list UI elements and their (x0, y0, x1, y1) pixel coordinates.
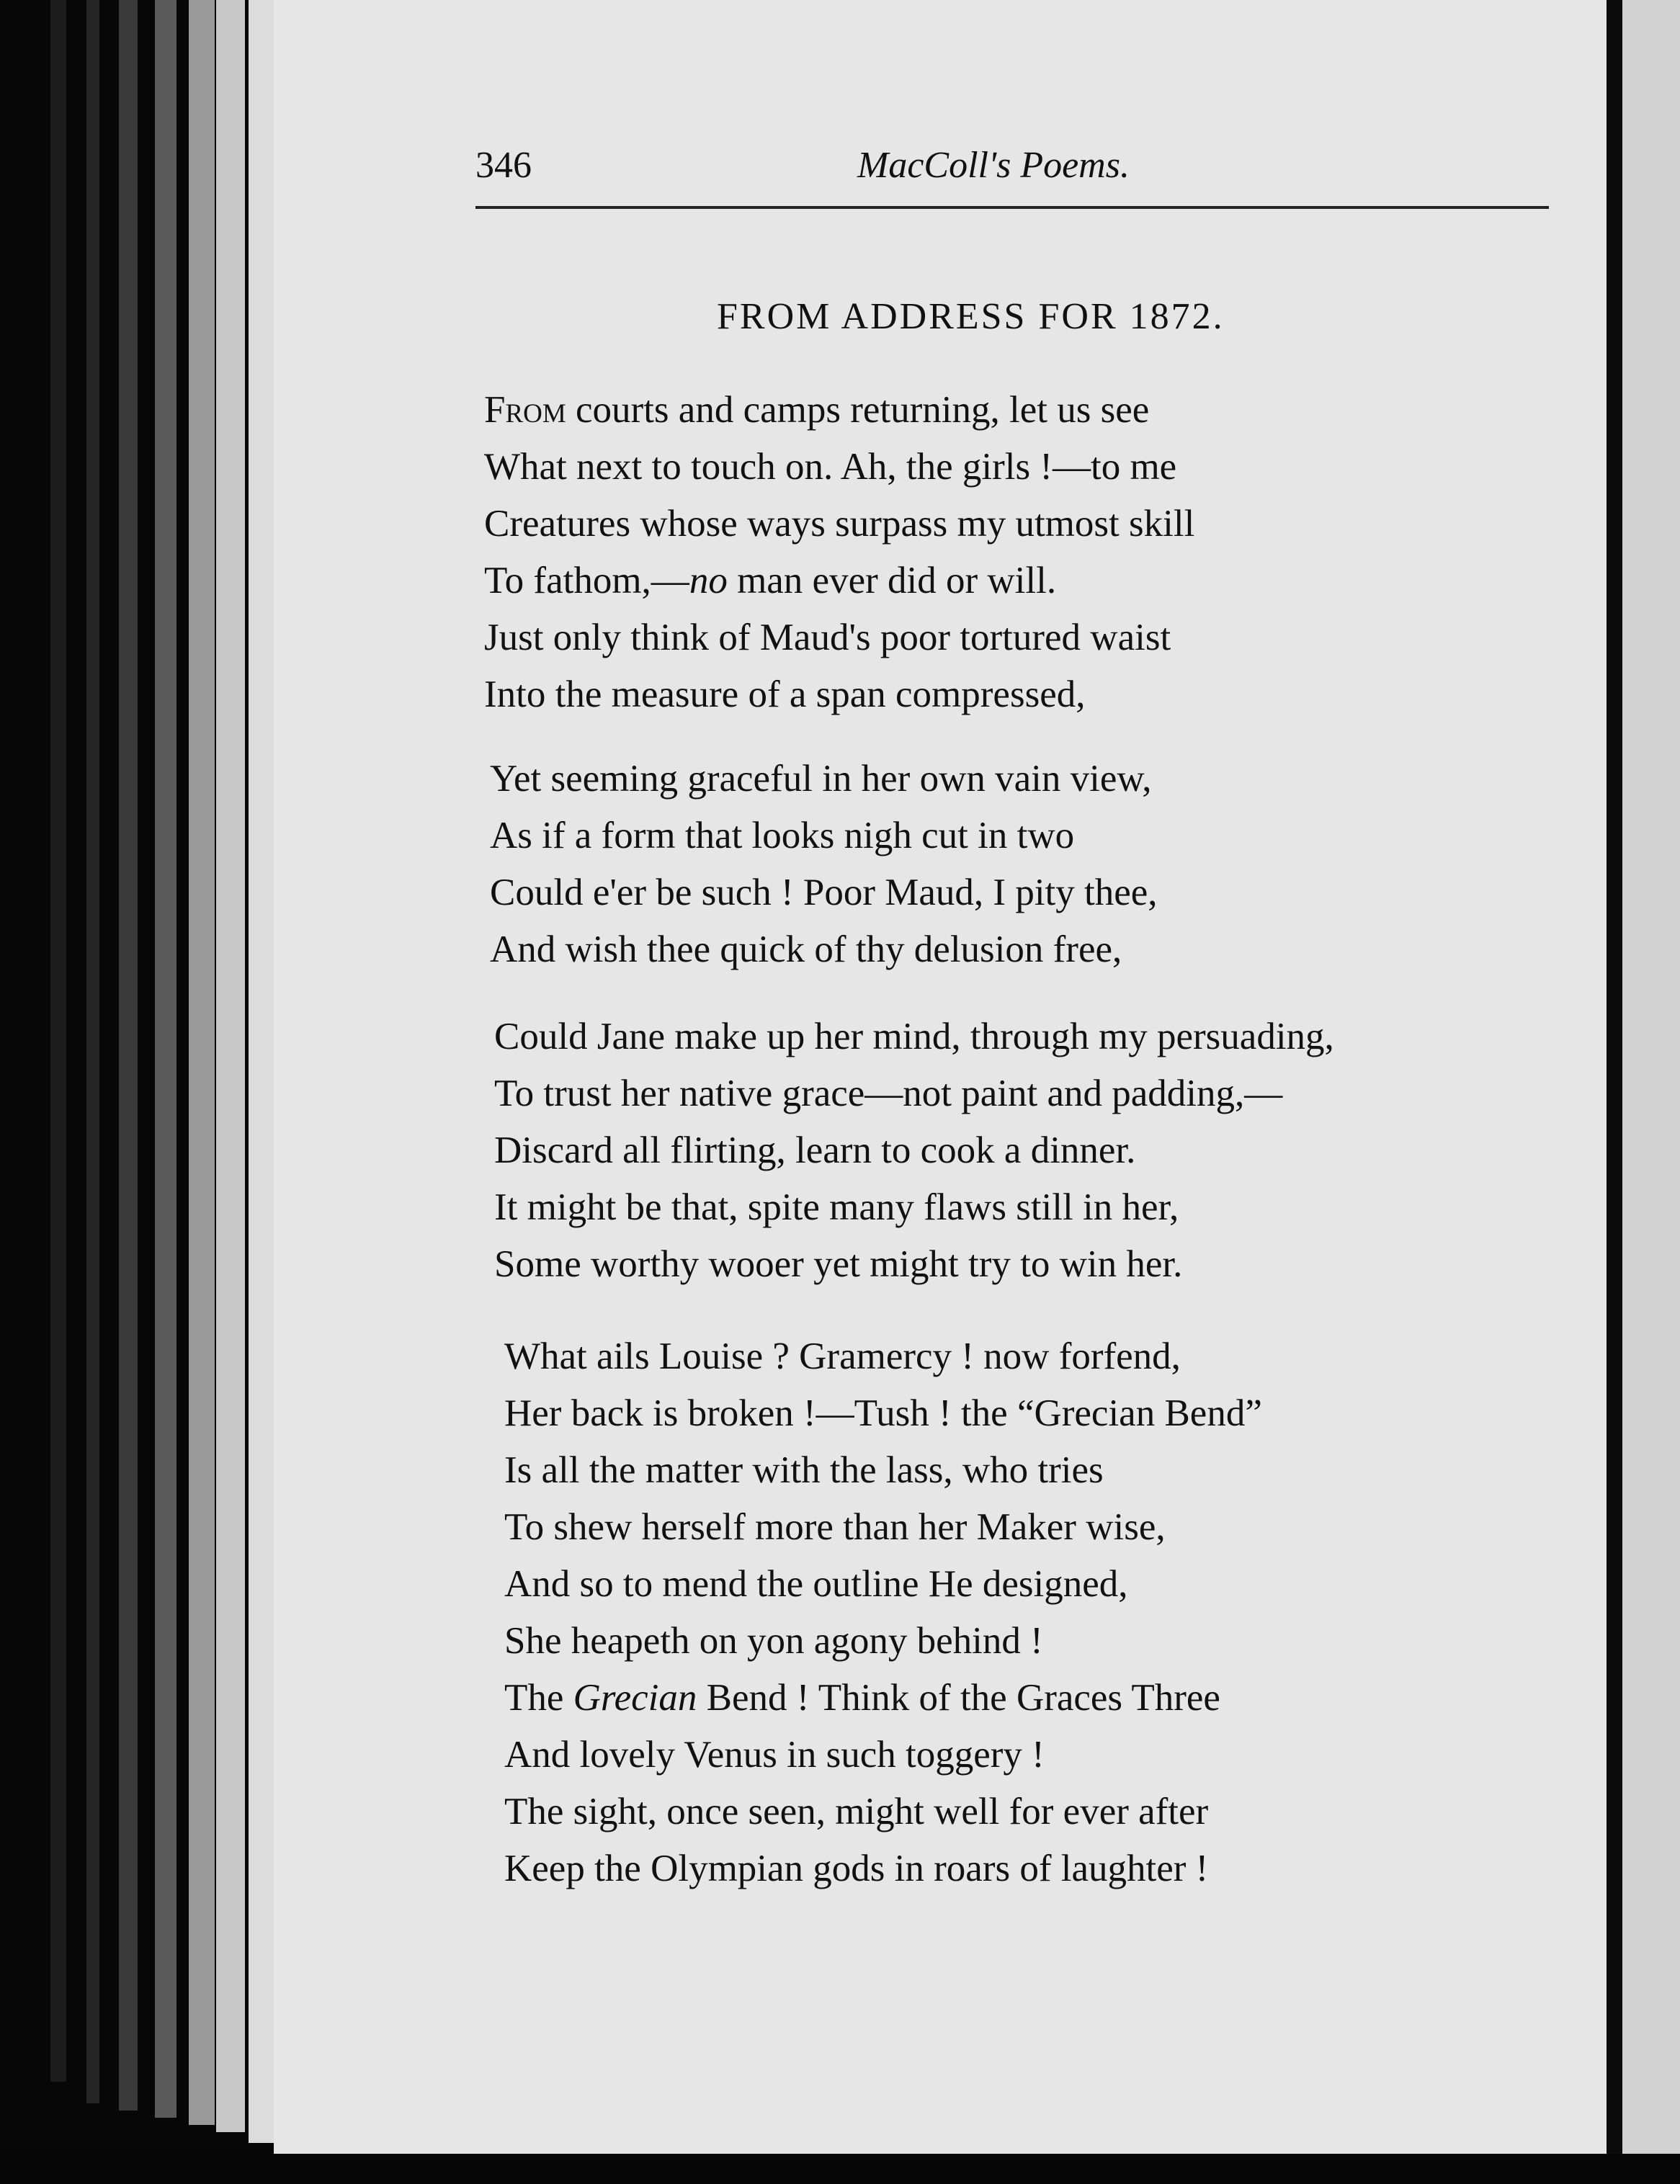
poem-line: Some worthy wooer yet might try to win her. (494, 1243, 1183, 1285)
poem-line: It might be that, spite many flaws still in her, (494, 1186, 1179, 1228)
line-text: man ever did or will. (727, 560, 1057, 601)
stanza-4 (504, 1328, 1262, 1897)
poem-line: And wish thee quick of thy delusion free, (490, 928, 1122, 970)
facing-page-edge (1622, 0, 1680, 2154)
line-text: The (504, 1677, 573, 1719)
poem-line: Could e'er be such ! Poor Maud, I pity thee, (490, 872, 1158, 913)
page-edges (0, 0, 288, 2184)
poem-line: To trust her native grace—not paint and padding,— (494, 1073, 1283, 1114)
poem-line: What ails Louise ? Gramercy ! now forfend, (504, 1335, 1181, 1377)
scan-border (0, 2154, 1680, 2184)
stanza-2 (490, 751, 1158, 978)
poem-line: And so to mend the outline He designed, (504, 1563, 1128, 1605)
page-number: 346 (475, 145, 532, 186)
poem-line: Creatures whose ways surpass my utmost skill (484, 503, 1195, 545)
poem-line (484, 382, 1194, 439)
page-edge (216, 0, 245, 2132)
poem-line: She heapeth on yon agony behind ! (504, 1620, 1043, 1662)
line-text: To fathom,— (484, 560, 689, 601)
header-rule (475, 206, 1549, 209)
poem-line: Her back is broken !—Tush ! the “Grecian Bend” (504, 1392, 1262, 1434)
poem-line (504, 1670, 1262, 1727)
page-edge (155, 0, 177, 2118)
italic-word: no (689, 560, 728, 601)
line-text: Bend ! Think of the Graces Three (697, 1677, 1220, 1719)
running-title: MacColl's Poems. (857, 145, 1130, 186)
poem-line: Keep the Olympian gods in roars of laughter ! (504, 1848, 1209, 1889)
page-edge (119, 0, 138, 2111)
poem-line: Could Jane make up her mind, through my persuading, (494, 1016, 1334, 1057)
page-edge (50, 0, 66, 2082)
poem-line: Just only think of Maud's poor tortured waist (484, 617, 1171, 658)
drop-word: From (484, 389, 566, 431)
page-edge (189, 0, 215, 2125)
poem-title: FROM ADDRESS FOR 1872. (717, 296, 1225, 337)
stanza-3 (494, 1008, 1334, 1293)
italic-word: Grecian (573, 1677, 697, 1719)
poem-line: And lovely Venus in such toggery ! (504, 1734, 1045, 1776)
poem-line: What next to touch on. Ah, the girls !—to me (484, 446, 1177, 488)
stanza-1 (484, 382, 1194, 723)
poem-line: The sight, once seen, might well for ever after (504, 1791, 1209, 1832)
poem-line: Discard all flirting, learn to cook a dinner. (494, 1129, 1136, 1171)
poem-line: Yet seeming graceful in her own vain view, (490, 758, 1152, 800)
line-text: courts and camps returning, let us see (566, 389, 1150, 431)
poem-line: As if a form that looks nigh cut in two (490, 815, 1075, 856)
poem-line: Is all the matter with the lass, who tries (504, 1449, 1104, 1491)
page-edge (86, 0, 99, 2103)
poem-line: To shew herself more than her Maker wise, (504, 1506, 1166, 1548)
book-spine (1607, 0, 1622, 2154)
poem-line (484, 552, 1194, 609)
poem-line: Into the measure of a span compressed, (484, 673, 1086, 715)
